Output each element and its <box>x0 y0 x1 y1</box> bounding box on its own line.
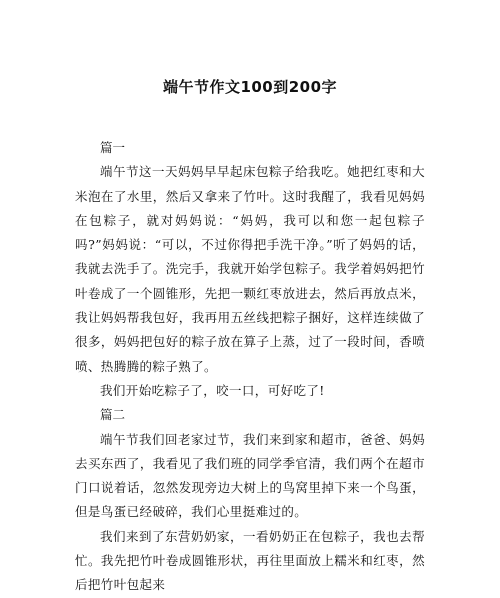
paragraph: 端午节我们回老家过节，我们来到家和超市，爸爸、妈妈去买东西了，我看见了我们班的同学季官清，我们两个在超市门口说着话，忽然发现旁边大树上的鸟窝里掉下来一个鸟蛋，但是鸟蛋已经破碎，我们心里挺难过的。 <box>75 431 425 520</box>
paragraph: 端午节这一天妈妈早早起床包粽子给我吃。她把红枣和大米泡在了水里，然后又拿来了竹叶。这时我醒了，我看见妈妈在包粽子，就对妈妈说：“妈妈，我可以和您一起包粽子吗?”妈妈说：“可以，不过你得把手洗干净。”听了妈妈的话，我就去洗手了。洗完手，我就开始学包粽子。我学着妈妈把竹叶卷成了一个圆锥形，先把一颗红枣放进去，然后再放点米，我让妈妈帮我包好，我再用五丝线把粽子捆好，这样连续做了很多，妈妈把包好的粽子放在算子上蒸，过了一段时间，香喷喷、热腾腾的粽子熟了。 <box>75 164 425 374</box>
document-body <box>75 136 425 598</box>
paragraph: 我们来到了东营奶奶家，一看奶奶正在包粽子，我也去帮忙。我先把竹叶卷成圆锥形状，再往里面放上糯米和红枣，然后把竹叶包起来 <box>75 528 425 593</box>
paragraph: 我们开始吃粽子了，咬一口，可好吃了! <box>100 382 325 398</box>
section-heading: 篇二 <box>100 407 126 423</box>
document-title: 端午节作文100到200字 <box>162 78 338 96</box>
section-heading: 篇一 <box>100 140 126 155</box>
